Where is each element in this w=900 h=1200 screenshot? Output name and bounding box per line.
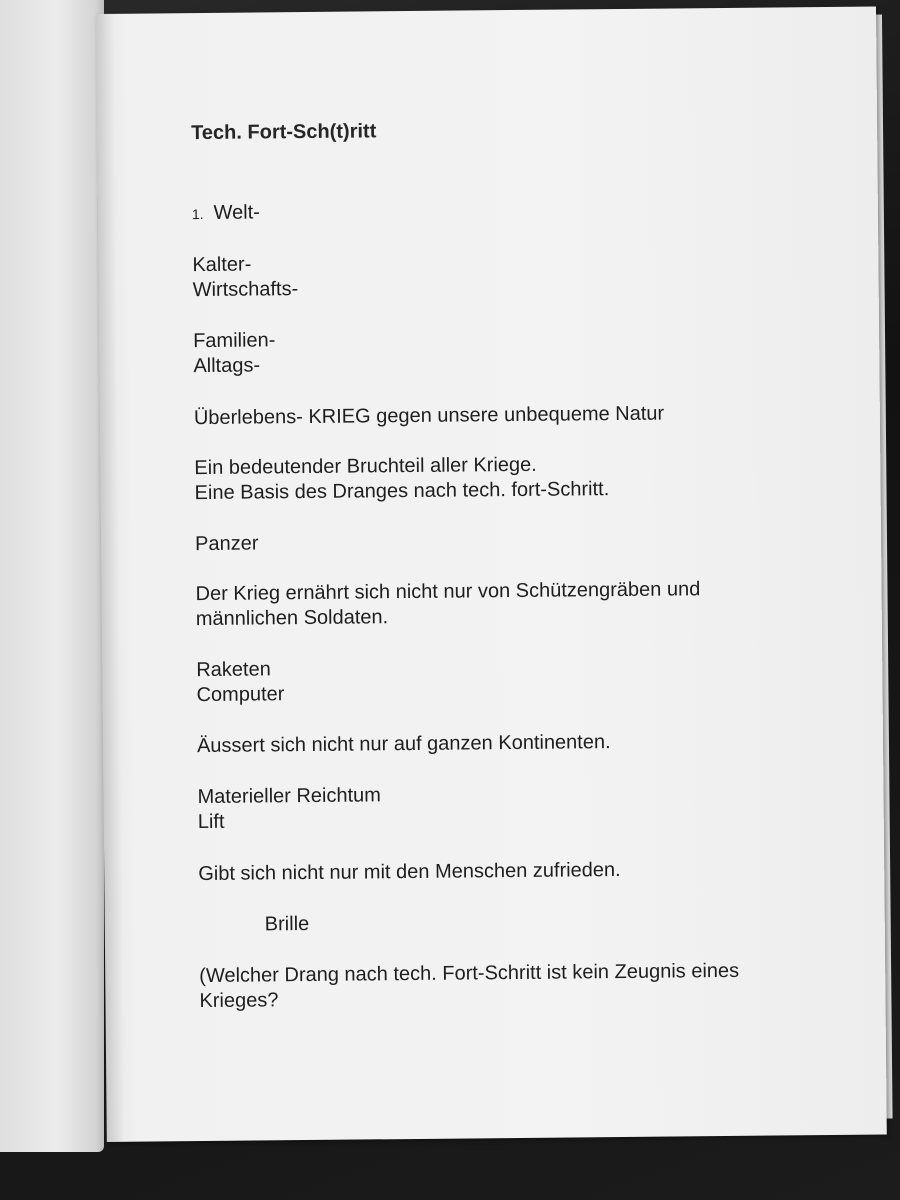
left-page [0,0,104,1152]
line-kalter: Kalter- [192,253,252,277]
line-panzer: Panzer [194,532,259,556]
line-wirtschafts: Wirtschafts- [192,278,299,302]
line-brille: Brille [264,912,310,936]
line-frage: (Welcher Drang nach tech. Fort-Schritt ist kein Zeugnis eines Krieges? [199,959,740,1013]
line-raketen: Raketen [196,658,271,682]
line-familien: Familien- [193,329,276,353]
line-alltags: Alltags- [193,354,261,378]
line-welt: Welt- [213,201,261,224]
line-bruchteil: Ein bedeutender Bruchteil aller Kriege. [194,453,537,480]
line-computer: Computer [196,683,285,707]
page-title: Tech. Fort-Sch(t)ritt [191,120,377,145]
line-ueberlebens: Überlebens- KRIEG gegen unsere unbequeme Natur [193,402,665,430]
line-reichtum: Materieller Reichtum [197,784,382,809]
line-kontinente: Äussert sich nicht nur auf ganzen Kontinenten. [196,731,611,758]
line-lift: Lift [197,810,225,834]
line-menschen: Gibt sich nicht nur mit den Menschen zufrieden. [198,859,621,886]
list-item-first [192,200,260,227]
list-number: 1. [191,205,204,223]
book-page [96,7,887,1142]
line-krieg-ernaehrt: Der Krieg ernährt sich nicht nur von Schützengräben und männlichen Soldaten. [195,578,701,631]
line-basis: Eine Basis des Dranges nach tech. fort-Schritt. [194,478,610,505]
